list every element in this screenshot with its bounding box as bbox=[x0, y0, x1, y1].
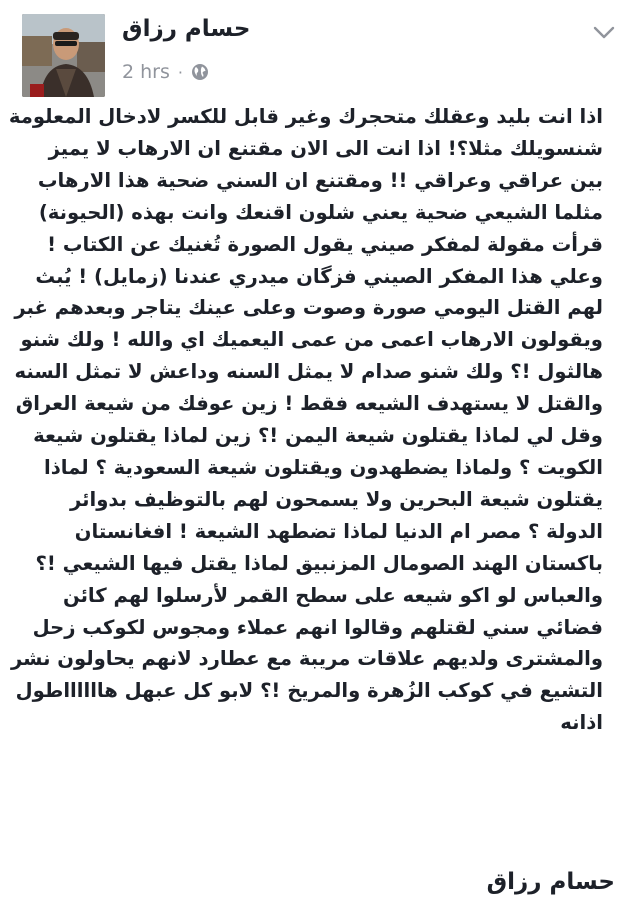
post-text-line: باكستان الهند الصومال المزنبيق لماذا يقتل فيها الشيعي !؟ bbox=[35, 551, 603, 575]
timestamp[interactable]: 2 hrs bbox=[122, 61, 170, 83]
post-text-line: ويقولون الارهاب اعمى من عمى اليعميك اي والله ! ولك شنو bbox=[20, 328, 603, 352]
post-meta bbox=[122, 61, 209, 83]
post-text-line: والعباس لو اكو شيعه على سطح القمر لأرسلوا لهم كائن bbox=[62, 583, 603, 607]
post-text-line: الدولة ؟ مصر ام الدنيا لماذا تضطهد الشيعة ! افغانستان bbox=[74, 519, 603, 543]
chevron-down-icon[interactable] bbox=[591, 22, 617, 42]
post-text-line: قرأت مقولة لمفكر صيني يقول الصورة تُغنيك عن الكتاب ! bbox=[47, 232, 603, 256]
post-text-line: هالثول !؟ ولك شنو صدام لا يمثل السنه وداعش لا تمثل السنه bbox=[14, 360, 603, 384]
post-text-line: وعلي هذا المفكر الصيني فزگان ميدري عندنا (زمايل) ! يُبث bbox=[35, 264, 603, 288]
meta-separator: · bbox=[177, 62, 183, 82]
avatar-photo bbox=[22, 14, 105, 97]
globe-icon[interactable] bbox=[191, 63, 209, 81]
post-text-line: يقتلون شيعة البحرين ولا يسمحون لهم بالتوظيف بدوائر bbox=[69, 487, 603, 511]
post-text-line: الكويت ؟ ولماذا يضطهدون ويقتلون شيعة السعودية ؟ لماذا bbox=[44, 455, 603, 479]
signature: حسام رزاق bbox=[486, 869, 615, 895]
post-body bbox=[8, 101, 603, 739]
post-text-line: التشيع في كوكب الزُهرة والمريخ !؟ لابو كل عبهل هااااااطول bbox=[15, 679, 603, 703]
post-text-line: لهم القتل اليومي صورة وصوت وعلى عينك يتاجر وبعدهم غبر bbox=[14, 296, 603, 320]
post-text-line: فضائي سني لقتلهم وقالوا انهم عملاء ومجوس لكوكب زحل bbox=[32, 615, 603, 639]
post-text-line: والقتل لا يستهدف الشيعه فقط ! زين عوفك من شيعة العراق bbox=[15, 392, 603, 416]
avatar[interactable] bbox=[22, 14, 105, 97]
post-text-line: وقل لي لماذا يقتلون شيعة اليمن !؟ زين لماذا يقتلون شيعة bbox=[33, 424, 603, 448]
post-text-line: والمشترى ولديهم علاقات مريبة مع عطارد لانهم يحاولون نشر bbox=[10, 647, 603, 671]
post-text-line: بين عراقي وعراقي !! ومقتنع ان السني ضحية هذا الارهاب bbox=[37, 168, 603, 192]
post-text-line: اذانه bbox=[560, 711, 603, 735]
post-text-line: مثلما الشيعي ضحية يعني شلون اقنعك وانت بهذه (الحيونة) bbox=[38, 200, 603, 224]
post-text-line: شنسويلك مثلا؟! اذا انت الى الان مقتنع ان الارهاب لا يميز bbox=[48, 136, 603, 160]
author-name[interactable]: حسام رزاق bbox=[122, 16, 251, 42]
post-header bbox=[0, 0, 639, 100]
post-text-line: اذا انت بليد وعقلك متحجرك وغير قابل للكسر لادخال المعلومة bbox=[8, 105, 603, 128]
